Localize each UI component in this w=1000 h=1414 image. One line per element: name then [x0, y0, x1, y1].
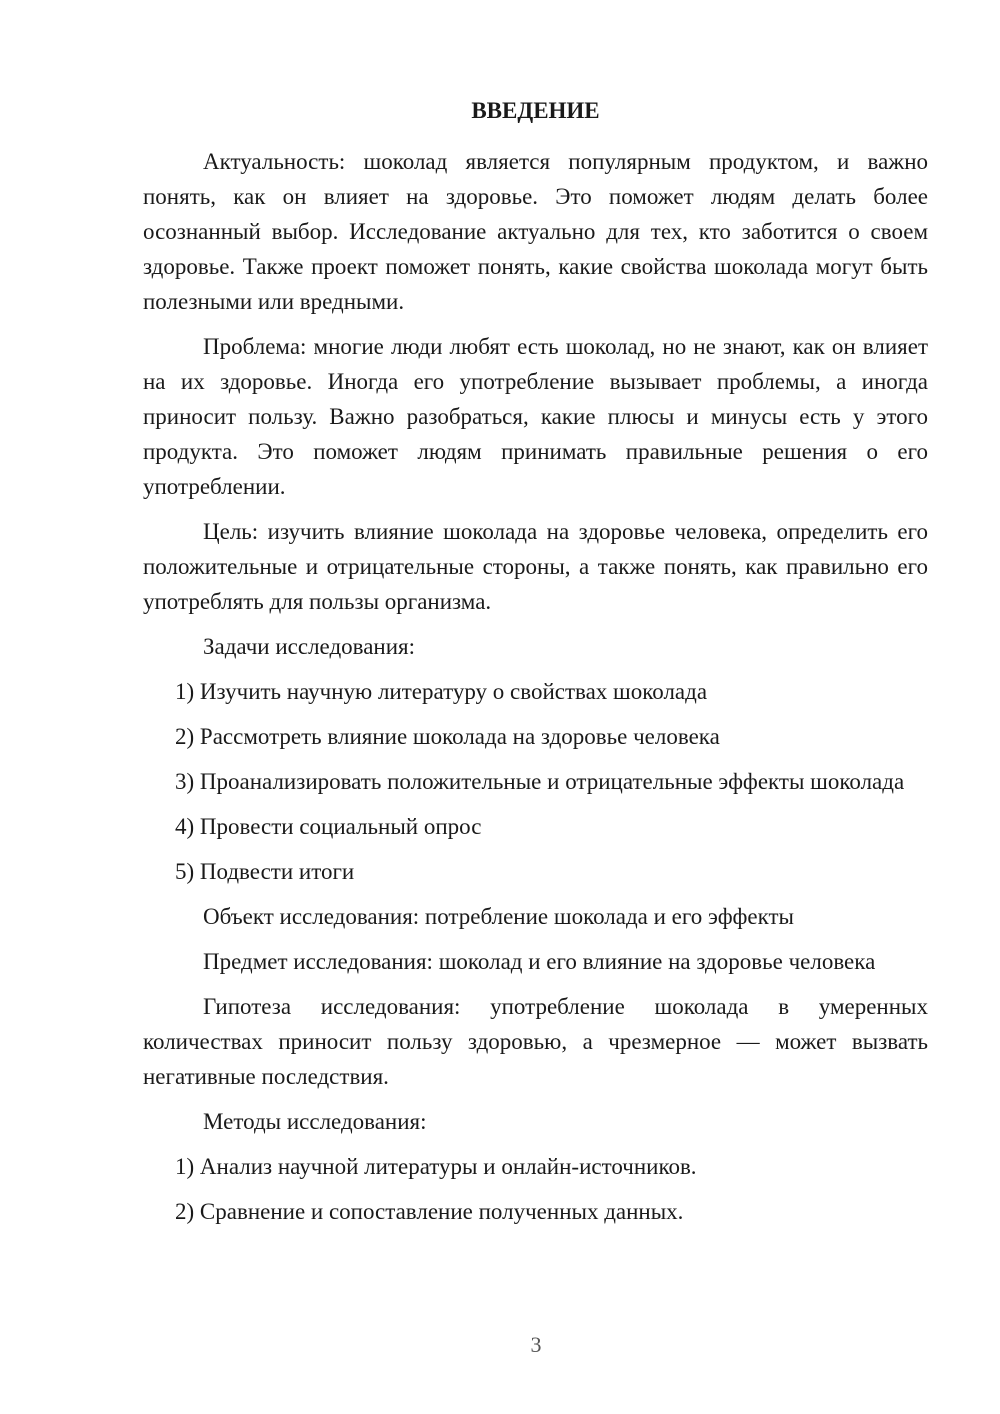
hypothesis-paragraph: Гипотеза исследования: употребление шоколада в умеренных количествах приносит пользу здоровью, а чрезмерное — может вызвать негативные последствия.: [143, 994, 928, 1089]
task-item: 2) Рассмотреть влияние шоколада на здоровье человека: [175, 724, 720, 749]
section-heading: ВВЕДЕНИЕ: [471, 98, 600, 123]
task-item: 1) Изучить научную литературу о свойствах шоколада: [175, 679, 708, 704]
task-item: 4) Провести социальный опрос: [175, 814, 482, 839]
task-item: 5) Подвести итоги: [175, 859, 355, 884]
methods-title: Методы исследования:: [203, 1109, 427, 1134]
method-item: 2) Сравнение и сопоставление полученных данных.: [175, 1199, 684, 1224]
subject-paragraph: Предмет исследования: шоколад и его влияние на здоровье человека: [203, 949, 876, 974]
object-paragraph: Объект исследования: потребление шоколада и его эффекты: [203, 904, 794, 929]
document-page: [143, 96, 928, 1239]
goal-paragraph: Цель: изучить влияние шоколада на здоровье человека, определить его положительные и отрицательные стороны, а также понять, как правильно его употреблять для пользы организма.: [143, 519, 928, 614]
tasks-title: Задачи исследования:: [203, 634, 416, 659]
relevance-paragraph: Актуальность: шоколад является популярным продуктом, и важно понять, как он влияет на здоровье. Это поможет людям делать более осознанный выбор. Исследование актуально для тех, кто заботится о своем здоровье. Также проект поможет понять, какие свойства шоколада могут быть полезными или вредными.: [143, 149, 928, 314]
problem-paragraph: Проблема: многие люди любят есть шоколад, но не знают, как он влияет на их здоровье. Иногда его употребление вызывает проблемы, а иногда приносит пользу. Важно разобраться, какие плюсы и минусы есть у этого продукта. Это поможет людям принимать правильные решения о его употреблении.: [143, 334, 928, 499]
page-number: 3: [530, 1332, 542, 1357]
method-item: 1) Анализ научной литературы и онлайн-источников.: [175, 1154, 697, 1179]
task-item: 3) Проанализировать положительные и отрицательные эффекты шоколада: [175, 769, 905, 794]
